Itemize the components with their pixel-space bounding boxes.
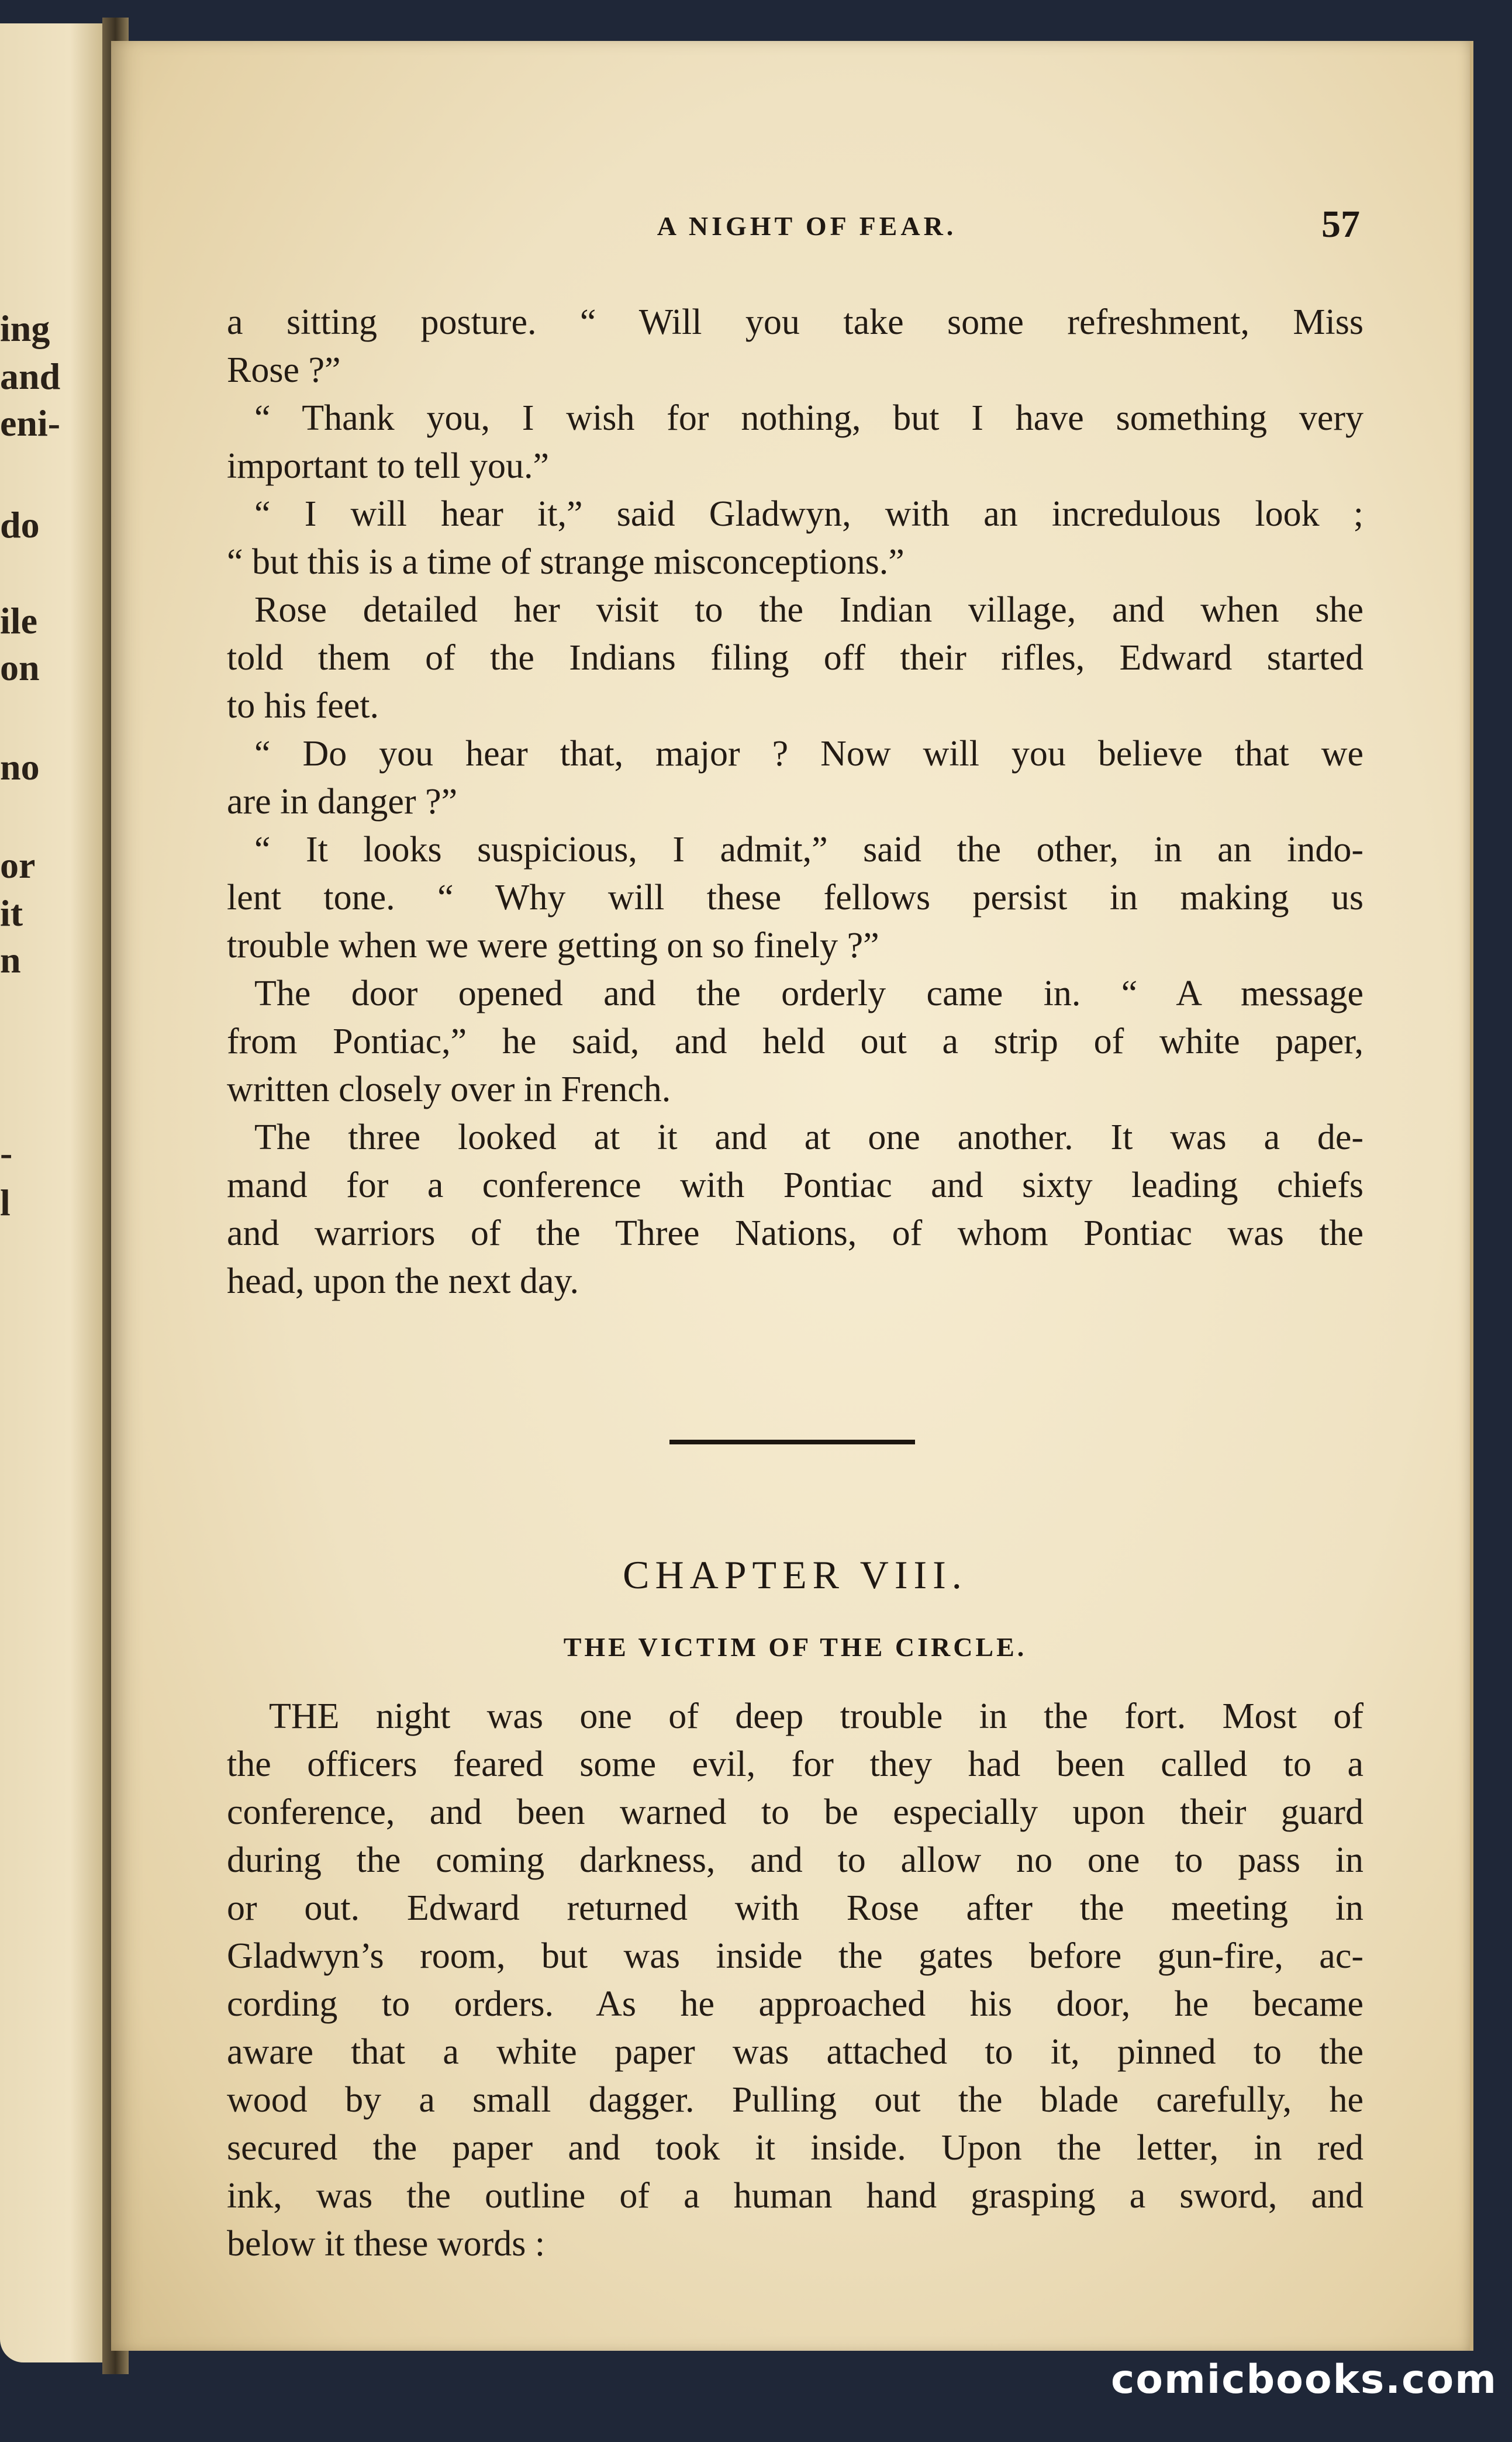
text-line: or out. Edward returned with Rose after the meeting in xyxy=(227,1888,1363,1928)
left-page-fragment: do xyxy=(0,504,40,546)
text-line: mand for a conference with Pontiac and sixty leading chiefs xyxy=(227,1165,1363,1205)
text-line: written closely over in French. xyxy=(227,1070,671,1109)
text-line: “ Do you hear that, major ? Now will you believe that we xyxy=(254,734,1363,774)
page-number: 57 xyxy=(1321,203,1360,246)
text-line: conference, and been warned to be especially upon their guard xyxy=(227,1792,1363,1832)
text-line: aware that a white paper was attached to it, pinned to the xyxy=(227,2032,1363,2072)
left-page-fragment: and xyxy=(0,356,61,397)
left-page-fragment: no xyxy=(0,746,40,788)
left-page-fragment: it xyxy=(0,892,23,934)
text-line: Gladwyn’s room, but was inside the gates before gun-fire, ac- xyxy=(227,1936,1363,1976)
text-line: below it these words : xyxy=(227,2224,546,2264)
text-line: the officers feared some evil, for they had been called to a xyxy=(227,1744,1363,1784)
page-text-bottom xyxy=(111,41,1470,2351)
running-head: A NIGHT OF FEAR. xyxy=(657,211,957,241)
text-line: told them of the Indians filing off their rifles, Edward started xyxy=(227,638,1363,678)
text-line: head, upon the next day. xyxy=(227,1261,579,1301)
text-line: to his feet. xyxy=(227,686,379,726)
text-line: wood by a small dagger. Pulling out the blade carefully, he xyxy=(227,2080,1363,2120)
book-page xyxy=(111,41,1473,2351)
left-page-fragment: - xyxy=(0,1132,13,1174)
text-line: ink, was the outline of a human hand grasping a sword, and xyxy=(227,2176,1363,2216)
left-page-fragment: ile xyxy=(0,600,37,641)
text-line: cording to orders. As he approached his door, he became xyxy=(227,1984,1363,2024)
text-line: secured the paper and took it inside. Upon the letter, in red xyxy=(227,2128,1363,2168)
text-line: during the coming darkness, and to allow no one to pass in xyxy=(227,1840,1363,1880)
text-line: “ I will hear it,” said Gladwyn, with an incredulous look ; xyxy=(254,494,1363,534)
text-line: are in danger ?” xyxy=(227,782,458,822)
text-line: and warriors of the Three Nations, of whom Pontiac was the xyxy=(227,1213,1363,1253)
text-line: Rose detailed her visit to the Indian village, and when she xyxy=(254,590,1363,630)
text-line: “ Thank you, I wish for nothing, but I have something very xyxy=(254,398,1363,438)
left-page-fragment: on xyxy=(0,647,40,688)
left-facing-page xyxy=(0,23,117,2362)
chapter-subtitle: THE VICTIM OF THE CIRCLE. xyxy=(563,1632,1027,1662)
left-page-fragment: l xyxy=(0,1182,11,1223)
text-line: “ It looks suspicious, I admit,” said the other, in an indo- xyxy=(254,830,1363,870)
text-line: from Pontiac,” he said, and held out a strip of white paper, xyxy=(227,1022,1363,1061)
source-watermark: comicbooks.com xyxy=(1111,2357,1498,2403)
left-page-fragment: n xyxy=(0,939,21,981)
text-line: The door opened and the orderly came in. “ A message xyxy=(254,974,1363,1013)
text-line: “ but this is a time of strange misconceptions.” xyxy=(227,542,905,582)
chapter-title: CHAPTER VIII. xyxy=(623,1553,968,1597)
text-line: a sitting posture. “ Will you take some refreshment, Miss xyxy=(227,302,1363,342)
text-line: trouble when we were getting on so finely ?” xyxy=(227,926,879,965)
text-line: Rose ?” xyxy=(227,350,341,390)
left-page-fragment: or xyxy=(0,844,36,886)
text-line: lent tone. “ Why will these fellows persist in making us xyxy=(227,878,1363,918)
left-page-fragment: eni- xyxy=(0,402,61,444)
text-line: THE night was one of deep trouble in the fort. Most of xyxy=(269,1696,1363,1736)
text-line: important to tell you.” xyxy=(227,446,550,486)
left-page-fragment: ing xyxy=(0,308,50,349)
text-line: The three looked at it and at one another. It was a de- xyxy=(254,1117,1363,1157)
